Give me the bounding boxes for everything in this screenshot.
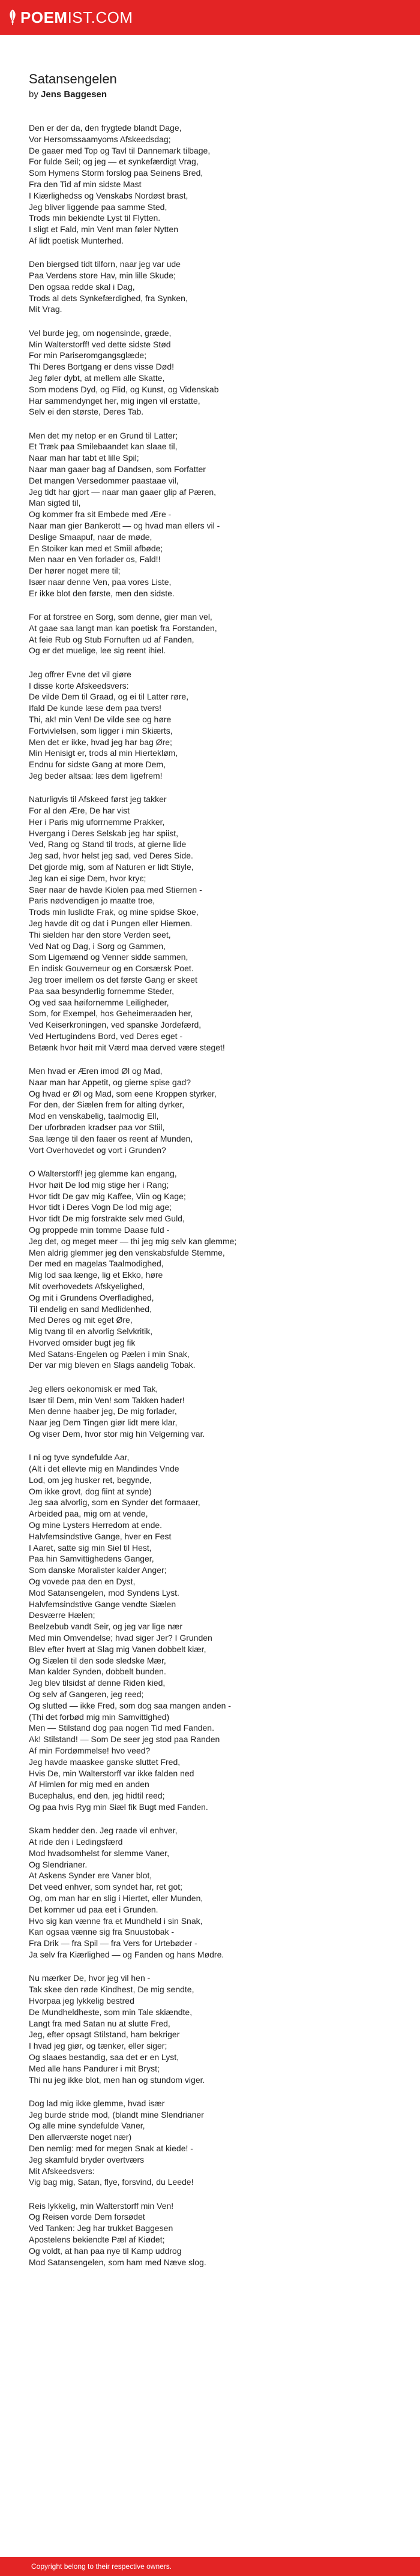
poem-line: Paris nødvendigen jo maatte troe,: [29, 896, 155, 906]
poem-line: En Stoiker kan med et Smiil afbøde;: [29, 543, 163, 553]
poem-line: Mod Satansengelen, mod Syndens Lyst.: [29, 1587, 179, 1598]
poem-line: For min Pariseromgangsglæde;: [29, 350, 147, 361]
poem-line: Apostelens bekiendte Pæl af Kiødet;: [29, 2235, 165, 2245]
poem-line: Men aldrig glemmer jeg den venskabsfulde Stemme,: [29, 1247, 225, 1257]
poem-line: Af Himlen for mig med en anden: [29, 1779, 149, 1790]
poem-line: Jeg offrer Evne det vil giøre: [29, 669, 131, 679]
poem-line: Saa længe til den faaer os reent af Munden,: [29, 1133, 193, 1143]
poem-line: Men — Stilstand dog paa nogen Tid med Fanden.: [29, 1723, 214, 1733]
poem-stanza: [29, 1065, 401, 1155]
poem-line: Thi, ak! min Ven! De vilde see og høre: [29, 714, 172, 724]
poem-line: Og proppede min tomme Daase fuld -: [29, 1224, 170, 1235]
poem-line: Jeg, efter opsagt Stilstand, ham bekriger: [29, 2029, 180, 2040]
poem-line: Og, om man har en slig i Hiertet, eller Munden,: [29, 1893, 203, 1904]
poem-line: Til endelig en sand Medlidenhed,: [29, 1304, 152, 1314]
poem-stanza: [29, 2098, 401, 2188]
poem-line: Om ikke grovt, dog fiint at synde): [29, 1486, 152, 1496]
poem-line: At Askens Synder ere Vaner blot,: [29, 1871, 152, 1881]
poem-line: Blev efter hvert at Slag mig Vanen dobbelt kiær,: [29, 1644, 206, 1654]
poem-stanza: [29, 259, 401, 315]
poem-stanza: [29, 1452, 401, 1813]
poem-byline: [29, 89, 401, 101]
poem-line: For fulde Seil; og jeg — et synkefærdigt Vrag,: [29, 157, 199, 167]
poem-line: Som modens Dyd, og Flid, og Kunst, og Videnskab: [29, 384, 219, 394]
poem-line: Tak skee den røde Kindhest, De mig sendte,: [29, 1984, 194, 1995]
poem-line: Den ogsaa redde skal i Dag,: [29, 281, 135, 292]
poem-line: Reis lykkelig, min Walterstorff min Ven!: [29, 2200, 174, 2211]
poem-line: Der uforbrøden kradser paa vor Stiil,: [29, 1122, 165, 1133]
poem-line: Og ved saa høifornemme Leiligheder,: [29, 997, 169, 1007]
poem-line: De vilde Dem til Graad, og ei til Latter røre,: [29, 692, 189, 702]
poem-line: Er ikke blot den første, men den sidste.: [29, 588, 175, 598]
poem-line: Men det my netop er en Grund til Latter;: [29, 430, 178, 440]
poem-line: Fra den Tid af min sidste Mast: [29, 179, 142, 189]
poem-line: Naturligvis til Afskeed først jeg takker: [29, 794, 167, 804]
poem-line: Hvor høit De lod mig stige her i Rang;: [29, 1179, 169, 1190]
poem-stanza: [29, 669, 401, 782]
poem-line: At ride den i Ledingsfærd: [29, 1837, 123, 1847]
poem-stanza: [29, 794, 401, 1053]
poem-line: Kan ogsaa vænne sig fra Snuustobak -: [29, 1927, 175, 1937]
poem-line: Thi Deres Bortgang er dens visse Død!: [29, 362, 174, 372]
poem-line: Bucephalus, end den, jeg hidtil reed;: [29, 1791, 165, 1801]
poem-line: Vor Hersomssaamyoms Afskeedsdag;: [29, 134, 171, 144]
poem-line: Halvfemsindstive Gange, hver en Fest: [29, 1531, 172, 1541]
poem-line: Trods al dets Synkefærdighed, fra Synken,: [29, 293, 188, 303]
poem-line: Og kommer fra sit Embede med Ære -: [29, 509, 172, 520]
poem-stanza: [29, 2200, 401, 2268]
poem-line: For at forstree en Sorg, som denne, gier man vel,: [29, 612, 212, 622]
poem-stanza: [29, 1168, 401, 1371]
poem-line: Og slutted — ikke Fred, som dog saa mangen anden -: [29, 1700, 231, 1710]
poem-line: Nu mærker De, hvor jeg vil hen -: [29, 1973, 151, 1983]
poem-line: Jeg føler dybt, at mellem alle Skatte,: [29, 373, 165, 383]
poem-line: Endnu for sidste Gang at more Dem,: [29, 759, 166, 770]
poem-line: Paa Verdens store Hav, min lille Skude;: [29, 271, 176, 281]
site-logo-link[interactable]: [8, 8, 133, 27]
poem-line: Har sammendynget her, mig ingen vil erstatte,: [29, 395, 200, 406]
poem-line: Hvor tidt De mig forstrakte selv med Guld,: [29, 1214, 185, 1224]
poem-line: Dog lad mig ikke glemme, hvad især: [29, 2098, 165, 2108]
poem-line: Og viser Dem, hvor stor mig hin Velgerning var.: [29, 1428, 205, 1439]
poem-line: Et Træk paa Smilebaandet kan slaae til,: [29, 442, 178, 452]
poem-line: Det mangen Versedommer paastaae vil,: [29, 475, 179, 485]
poem-line: Med Satans-Engelen og Pælen i min Snak,: [29, 1349, 190, 1359]
poem-line: For al den Ære, De har vist: [29, 806, 130, 816]
site-logo-text: [20, 8, 133, 27]
poem-line: Jeg havde maaskee ganske sluttet Fred,: [29, 1757, 181, 1767]
poem-stanza: [29, 430, 401, 599]
poem-line: Man sigted til,: [29, 498, 81, 508]
poem-author-link[interactable]: Jens Baggesen: [41, 89, 107, 100]
poem-line: Jeg skamfuld bryder overtværs: [29, 2154, 145, 2164]
poem-line: Naar man har tabt et lille Spil;: [29, 453, 139, 463]
poem-line: Hvergang i Deres Selskab jeg har spiist,: [29, 828, 179, 838]
poem-line: Og mine Lysters Herredom at ende.: [29, 1520, 163, 1530]
poem-line: For den, der Siælen frem for alting dyrker,: [29, 1100, 185, 1110]
poem-line: Jeg troer imellem os det første Gang er skeet: [29, 974, 197, 984]
poem-line: Ved, Rang og Stand til trods, at gierne lide: [29, 839, 187, 849]
poem-line: Den biergsed tidt tilforn, naar jeg var ude: [29, 259, 181, 269]
poem-line: Lod, om jeg husker ret, begynde,: [29, 1475, 152, 1485]
poem-line: Og selv af Gangeren, jeg reed;: [29, 1689, 144, 1699]
poem-line: Thi nu jeg ikke blot, men han og stundom viger.: [29, 2074, 205, 2085]
poem-line: Selv ei den største, Deres Tab.: [29, 407, 144, 417]
poem-line: Og hvad er Øl og Mad, som eene Kroppen styrker,: [29, 1088, 217, 1098]
poem-line: Som Ligemænd og Venner sidde sammen,: [29, 952, 188, 962]
poem-line: Jeg bliver liggende paa samme Sted,: [29, 202, 167, 212]
poem-line: Det veed enhver, som syndet har, ret got;: [29, 1882, 183, 1892]
poem-line: Den er der da, den frygtede blandt Dage,: [29, 123, 182, 133]
poem-line: At gaae saa langt man kan poetisk fra Forstanden,: [29, 623, 217, 633]
poem-line: Betænk hvor høit mit Værd maa derved være steget!: [29, 1042, 225, 1052]
byline-prefix: by: [29, 89, 41, 100]
poem-line: I ni og tyve syndefulde Aar,: [29, 1452, 130, 1463]
poem-line: Jeg det, og meget meer — thi jeg mig selv kan glemme;: [29, 1236, 237, 1246]
poem-line: Mig tvang til en alvorlig Selvkritik,: [29, 1326, 153, 1337]
poem-line: Vel burde jeg, om nogensinde, græde,: [29, 328, 172, 338]
poem-content: [29, 71, 401, 2280]
poem-line: Det gjorde mig, som af Naturen er lidt Stiyle,: [29, 862, 194, 872]
poem-line: Jeg burde stride mod, (blandt mine Slendrianer: [29, 2109, 204, 2119]
poem-line: Af lidt poetisk Munterhed.: [29, 235, 124, 245]
poem-line: Og alle mine syndefulde Vaner,: [29, 2121, 145, 2131]
poem-line: Hvor tidt i Deres Vogn De lod mig age;: [29, 1202, 172, 1212]
poem-line: Med min Omvendelse; hvad siger Jer? I Grunden: [29, 1633, 212, 1643]
poem-line: Langt fra med Satan nu at slutte Fred,: [29, 2018, 170, 2028]
poem-line: Men naar en Ven forlader os, Fald!!: [29, 554, 161, 565]
poem-line: Og slaaes bestandig, saa det er en Lyst,: [29, 2052, 179, 2062]
poem-line: Men det er ikke, hvad jeg har bag Øre;: [29, 737, 172, 747]
poem-line: Ved Tanken: Jeg har trukket Baggesen: [29, 2223, 173, 2233]
poem-line: Jeg sad, hvor helst jeg sad, ved Deres Side.: [29, 851, 193, 861]
poem-line: Her i Paris mig uforrnemme Prakker,: [29, 816, 165, 827]
poem-line: Jeg saa alvorlig, som en Synder det formaaer,: [29, 1497, 200, 1508]
poem-line: I disse korte Afskeedsvers:: [29, 680, 129, 690]
poem-line: Mit Afskeedsvers:: [29, 2166, 95, 2176]
poem-line: Som danske Moralister kalder Anger;: [29, 1565, 167, 1575]
poem-line: Der med en magelas Taalmodighed,: [29, 1259, 164, 1269]
poem-line: Der hører noget mere til;: [29, 566, 121, 576]
poem-line: Den allerværste noget nær): [29, 2132, 132, 2142]
poem-line: Jeg tidt har gjort — naar man gaaer glip af Pæren,: [29, 487, 217, 497]
poem-line: Og paa hvis Ryg min Siæl fik Bugt med Fanden.: [29, 1802, 208, 1812]
poem-line: En indisk Gouverneur og en Corsærsk Poet.: [29, 963, 194, 974]
poem-line: Naar man gier Bankerott — og hvad man ellers vil -: [29, 521, 220, 530]
poem-stanza: [29, 1972, 401, 2085]
poem-line: Paa saa besynderlig fornemme Steder,: [29, 986, 175, 996]
poem-line: Jeg beder altsaa: læs dem ligefrem!: [29, 770, 163, 780]
poem-line: At feie Rub og Stub Fornuften ud af Fanden,: [29, 634, 194, 644]
poem-line: Skam hedder den. Jeg raade vil enhver,: [29, 1826, 178, 1836]
poem-line: Som Hymens Storm forslog paa Seinens Bred,: [29, 168, 203, 178]
poem-line: Men hvad er Æren imod Øl og Mad,: [29, 1066, 163, 1076]
logo-bold-part: POEM: [20, 8, 68, 26]
poem-line: Trods min luslidte Frak, og mine spidse Skoe,: [29, 907, 199, 917]
poem-line: Som, for Exempel, hos Geheimeraaden her,: [29, 1008, 193, 1019]
poem-line: Med alle hans Pandurer i mit Bryst;: [29, 2063, 160, 2073]
poem-line: Mig lod saa længe, lig et Ekko, høre: [29, 1270, 163, 1280]
quill-pen-icon: [8, 10, 17, 25]
poem-line: Ved Nat og Dag, i Sorg og Gammen,: [29, 941, 166, 951]
poem-line: Hvor tidt De gav mig Kaffee, Viin og Kage;: [29, 1191, 186, 1201]
poem-line: Mod hvadsomhelst for slemme Vaner,: [29, 1848, 169, 1858]
poem-line: Jeg kan ei sige Dem, hvor kryє;: [29, 873, 146, 883]
poem-line: Og Reisen vorde Dem forsødet: [29, 2212, 145, 2222]
poem-line: Med Deres og mit eget Øre,: [29, 1315, 133, 1325]
poem-line: Jeg blev tilsidst af denne Riden kied,: [29, 1678, 166, 1688]
poem-line: (Alt i det ellevte mig en Mandindes Vnde: [29, 1464, 179, 1474]
poem-stanza: [29, 1825, 401, 1960]
poem-line: Naar man har Appetit, og gierne spise gad?: [29, 1077, 191, 1087]
poem-line: Af min Fordømmelse! hvo veed?: [29, 1745, 151, 1755]
poem-line: Ifald De kunde læse dem paa tvers!: [29, 703, 162, 713]
poem-line: Og vovede paa den en Dyst,: [29, 1577, 136, 1587]
poem-line: Mit overhovedets Afskyelighed,: [29, 1281, 145, 1291]
poem-line: Min Henisigt er, trods al min Hiertekløm,: [29, 748, 178, 758]
poem-line: De Mundheldheste, som min Tale skiændte,: [29, 2007, 193, 2017]
poem-line: Fortvivlelsen, som ligger i min Skiærts,: [29, 725, 173, 735]
poem-line: Hvo sig kan vænne fra et Mundheld i sin Snak,: [29, 1916, 203, 1926]
poem-line: Ved Hertugindens Bord, ved Deres eget -: [29, 1031, 183, 1041]
poem-line: Og Slendrianer.: [29, 1859, 88, 1869]
site-header: [0, 0, 420, 35]
poem-line: I sligt et Fald, min Ven! man føler Nytten: [29, 224, 178, 235]
poem-line: Desværre Hælen;: [29, 1610, 95, 1620]
poem-line: Hvorpaa jeg lykkelig bestred: [29, 1995, 134, 2005]
poem-line: Vort Overhovedet og vort i Grunden?: [29, 1145, 166, 1155]
poem-body: [29, 122, 401, 2268]
poem-line: Naar man gaaer bag af Dandsen, som Forfatter: [29, 464, 206, 475]
poem-line: Saer naar de havde Kiolen paa med Stiernen -: [29, 884, 202, 894]
poem-line: Arbeided paa, mig om at vende,: [29, 1509, 148, 1519]
poem-line: O Walterstorff! jeg glemme kan engang,: [29, 1168, 177, 1178]
poem-line: Deslige Smaapuf, naar de møde,: [29, 532, 152, 542]
poem-line: Og voldt, at han paa nye til Kamp uddrog: [29, 2245, 182, 2256]
poem-line: Beelzebub vandt Seir, og jeg var lige nær: [29, 1622, 183, 1632]
poem-line: Fra Drik — fra Spil — fra Vers for Urtebøder -: [29, 1938, 197, 1948]
poem-line: Og Siælen til den sode sledske Mær,: [29, 1655, 166, 1665]
poem-stanza: [29, 1383, 401, 1440]
poem-line: Thi sielden har den store Verden seet,: [29, 929, 171, 939]
poem-line: Hvis De, min Walterstorff var ikke falden ned: [29, 1768, 194, 1778]
poem-line: Hvorved omsider bugt jeg fik: [29, 1337, 136, 1347]
poem-line: Men denne haaber jeg, De mig forlader,: [29, 1406, 177, 1416]
copyright-text: Copyright belong to their respective owners.: [31, 2562, 172, 2571]
poem-line: Mod Satansengelen, som ham med Næve slog.: [29, 2257, 206, 2267]
poem-line: Ved Keiserkroningen, ved spanske Jordefærd,: [29, 1020, 202, 1030]
poem-line: Paa hin Samvittighedens Ganger,: [29, 1554, 154, 1564]
poem-line: Og er det muelige, lee sig reent ihiel.: [29, 645, 166, 656]
poem-line: Man kalder Synden, dobbelt bunden.: [29, 1667, 166, 1677]
poem-line: Ja selv fra Kiærlighed — og Fanden og hans Mødre.: [29, 1950, 224, 1960]
poem-stanza: [29, 611, 401, 656]
poem-line: Det kommer ud paa eet i Grunden.: [29, 1904, 158, 1914]
poem-stanza: [29, 328, 401, 418]
poem-line: Jeg havde dit og dat i Pungen eller Hiernen.: [29, 918, 193, 928]
poem-line: Mit Vrag.: [29, 304, 62, 314]
site-footer: [0, 2557, 420, 2576]
poem-line: Mod en venskabelig, taalmodig Ell,: [29, 1111, 159, 1121]
poem-line: Min Walterstorff! ved dette sidste Stød: [29, 339, 171, 349]
logo-thin-part: IST.COM: [67, 8, 133, 26]
poem-line: De gaaer med Top og Tavl til Dannemark tilbage,: [29, 145, 211, 155]
poem-line: I Aaret, satte sig min Siel til Hest,: [29, 1542, 152, 1553]
poem-line: (Thi det forbød mig min Samvittighed): [29, 1712, 170, 1722]
poem-title: Satansengelen: [29, 71, 117, 86]
poem-line: I hvad jeg giør, og tænker, eller siger;: [29, 2041, 167, 2051]
poem-line: Jeg ellers oekonomisk er med Tak,: [29, 1383, 158, 1394]
poem-line: Halvfemsindstive Gange vendte Siælen: [29, 1599, 176, 1609]
poem-line: Den nemlig: med for megen Snak at kiede! -: [29, 2143, 193, 2153]
poem-line: Vig bag mig, Satan, flye, forsvind, du Leede!: [29, 2177, 194, 2187]
poem-line: Der var mig bleven en Slags aandelig Tobak.: [29, 1360, 196, 1370]
poem-stanza: [29, 122, 401, 247]
poem-line: Naar jeg Dem Tingen giør lidt mere klar,: [29, 1418, 178, 1428]
poem-line: Trods min bekiendte Lyst til Flytten.: [29, 213, 161, 223]
poem-line: Og mit i Grundens Overfladighed,: [29, 1292, 154, 1302]
poem-line: I Kiærlighedss og Venskabs Nordøst brast,: [29, 190, 188, 200]
poem-line: Især til Dem, min Ven! som Takken hader!: [29, 1395, 185, 1405]
poem-line: Især naar denne Ven, paa vores Liste,: [29, 577, 172, 587]
poem-line: Ak! Stilstand! — Som De seer jeg stod paa Randen: [29, 1734, 220, 1745]
